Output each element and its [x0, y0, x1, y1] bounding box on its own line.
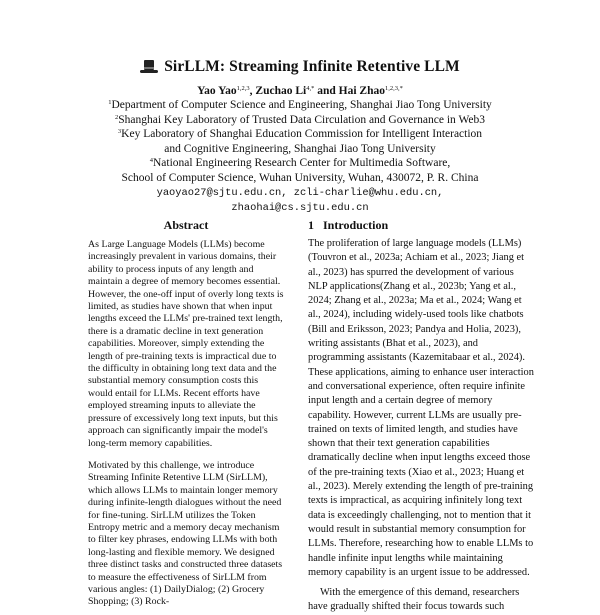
affiliation-line: [0, 113, 600, 128]
abstract-body: [88, 239, 284, 609]
paper-title: SirLLM: Streaming Infinite Retentive LLM: [164, 58, 460, 75]
affiliation-marker: 2: [114, 113, 119, 121]
affiliation-text: Department of Computer Science and Engineering, Shanghai Jiao Tong University: [111, 99, 492, 111]
affiliations: [0, 98, 600, 186]
affiliation-marker: 4: [149, 157, 153, 165]
abstract-paragraph: Motivated by this challenge, we introduce Streaming Infinite Retentive LLM (SirLLM), which allows LLMs to maintain longer memory during infinite-length dialogues without the need for fine-tuning. SirLLM utilizes the Token Entropy metric and a memory decay mechanism to filter key phrases, endowing LLMs with both long-lasting and flexible memory. We designed three distinct tasks and constructed three datasets to measure the effectiveness of SirLLM from various angles: (1) DailyDialog; (2) Grocery Shopping; (3) Rock-: [88, 459, 283, 608]
email-line: yaoyao27@sjtu.edu.cn, zcli-charlie@whu.edu.cn,: [156, 186, 444, 199]
author-list: [0, 85, 600, 97]
affiliation-text: School of Computer Science, Wuhan University, Wuhan, 430072, P. R. China: [121, 171, 479, 184]
title-row: [0, 58, 600, 76]
affiliation-line: [0, 156, 600, 171]
affiliation-line: [0, 98, 600, 113]
section-number: 1: [308, 218, 314, 232]
affiliation-marker: 1: [108, 99, 112, 106]
affiliation-text: Key Laboratory of Shanghai Education Commission for Intelligent Interaction: [121, 128, 483, 141]
affiliation-line: [0, 171, 600, 186]
author-affiliation-marker: 1,2,3,*: [384, 85, 403, 92]
introduction-paragraph: The proliferation of large language models (LLMs) (Touvron et al., 2023a; Achiam et al., 2023; Jiang et al., 2023) has spurred the development of various NLP applications(Zhang et al., 2023b; Yang et al., 2024; Zhang et al., 2023a; Ma et al., 2024; Wang et al., 2024), including widely-used tools like chatbots (Bill and Eriksson, 2023; Pandya and Holia, 2023), writing assistants (Bhat et al., 2023), and programming assistants (Kazemitabaar et al., 2024). These applications, aiming to enhance user interaction and conversational experience, often require infinite input length and a certain degree of memory capability. However, current LLMs are usually pre-trained on texts of limited length, and studies have shown that their text generation capabilities dramatically decline when input lengths exceed those of the pre-training texts (Xiao et al., 2023; Huang et al., 2023). Merely extending the length of pre-training texts is impractical, as acquiring infinitely long text data is exceedingly challenging, not to mention that it would result in substantial memory consumption for LLMs. Therefore, researching how to enable LLMs to handle infinite input lengths while maintaining memory capability is an urgent issue to be addressed.: [308, 238, 534, 578]
top-hat-icon: [140, 59, 158, 75]
author-name: Hai Zhao: [338, 85, 385, 97]
introduction-heading: [308, 218, 388, 233]
author-affiliation-marker: 4,*: [306, 85, 315, 92]
paper-header: [0, 58, 600, 216]
section-title: Introduction: [323, 218, 389, 232]
introduction-body: [308, 237, 534, 615]
abstract-paragraph: As Large Language Models (LLMs) become increasingly prevalent in various domains, their ability to process inputs of any length and maintain a degree of memory becomes essential. However, the one-off input of overly long texts is limited, as studies have shown that when input lengths exceed the LLMs' pre-trained text length, there is a dramatic decline in text generation capabilities. Moreover, simply extending the length of pre-training texts is impractical due to the difficulty in obtaining long text data and the substantial memory consumption costs this would entail for LLMs. Recent efforts have employed streaming inputs to alleviate the pressure of excessively long text inputs, but this approach can significantly impair the model's long-term memory capabilities.: [88, 239, 284, 449]
affiliation-marker: 3: [117, 128, 122, 136]
affiliation-text: Shanghai Key Laboratory of Trusted Data Circulation and Governance in Web3: [118, 113, 486, 126]
affiliation-line: [0, 127, 600, 142]
affiliation-text: and Cognitive Engineering, Shanghai Jiao Tong University: [164, 142, 436, 155]
email-list: [0, 186, 600, 216]
author-name: Zuchao Li: [255, 85, 307, 97]
author-separator: ,: [249, 85, 256, 97]
abstract-heading: Abstract: [163, 218, 209, 232]
introduction-paragraph: With the emergence of this demand, researchers have gradually shifted their focus towards such: [308, 587, 520, 613]
email-line: zhaohai@cs.sjtu.edu.cn: [231, 201, 369, 214]
author-name: Yao Yao: [197, 85, 237, 97]
affiliation-text: National Engineering Research Center for Multimedia Software,: [152, 157, 451, 170]
author-affiliation-marker: 1,2,3: [236, 85, 250, 92]
author-separator: and: [314, 85, 339, 97]
affiliation-line: [0, 142, 600, 157]
